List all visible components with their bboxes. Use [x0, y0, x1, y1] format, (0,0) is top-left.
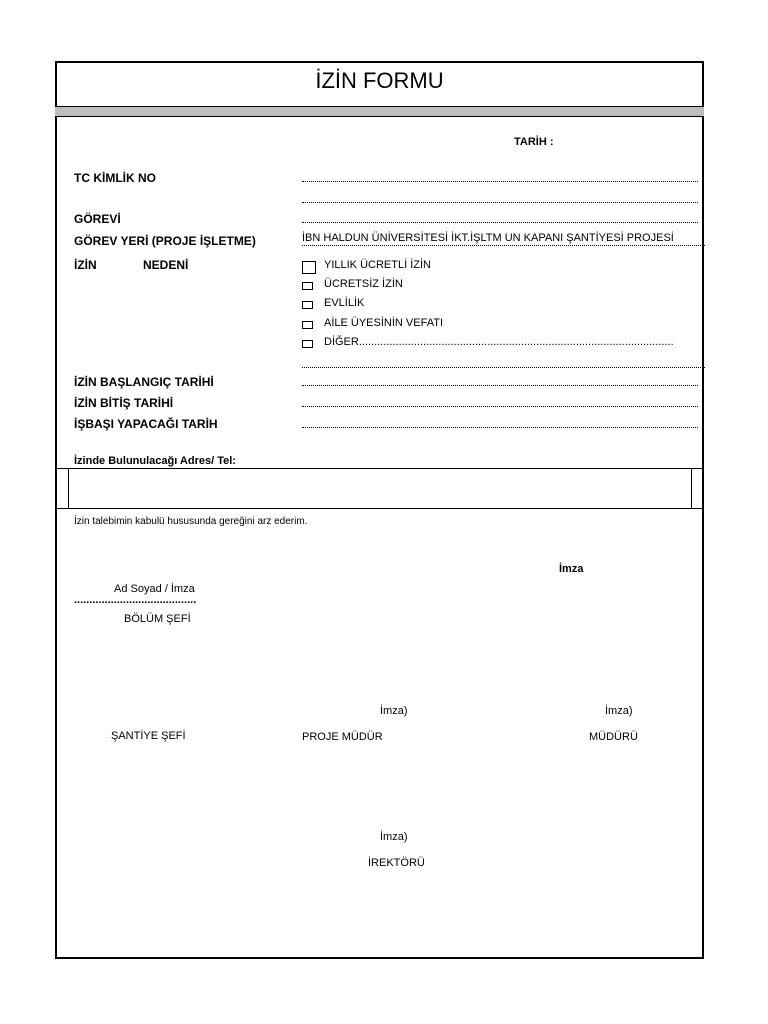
end-date-label: İZİN BİTİŞ TARİHİ [74, 396, 174, 410]
izin-label: İZİN [74, 258, 97, 272]
ad-soyad-dots[interactable]: ........................................ [74, 594, 197, 606]
reason-label-yillik: YILLIK ÜCRETLİ İZİN [324, 259, 431, 271]
address-box-right [691, 468, 692, 508]
gorev-yeri-underline [302, 245, 705, 246]
tc-kimlik-field[interactable] [302, 181, 698, 182]
reason-label-ucretsiz: ÜCRETSİZ İZİN [324, 278, 403, 290]
extra-line-field[interactable] [302, 202, 698, 203]
address-box-bottom [55, 508, 704, 509]
gorevi-label: GÖREVİ [74, 212, 121, 226]
ad-soyad-label: Ad Soyad / İmza [114, 583, 195, 595]
return-date-label: İŞBAŞI YAPACAĞI TARİH [74, 417, 218, 431]
imza-label-3: İmza) [380, 831, 408, 843]
muduru-label: MÜDÜRÜ [589, 731, 638, 743]
gorev-yeri-label: GÖREV YERİ (PROJE İŞLETME) [74, 234, 256, 248]
imza-label-1: İmza) [380, 705, 408, 717]
tc-kimlik-label: TC KİMLİK NO [74, 171, 156, 185]
date-label: TARİH : [514, 136, 554, 148]
form-frame [55, 61, 704, 959]
santiye-sefi-label: ŞANTİYE ŞEFİ [111, 730, 186, 742]
end-date-field[interactable] [302, 406, 698, 407]
start-date-label: İZİN BAŞLANGIÇ TARİHİ [74, 375, 214, 389]
start-date-field[interactable] [302, 385, 698, 386]
reason-label-evlilik: EVLİLİK [324, 297, 365, 309]
reason-checkbox-diger[interactable] [302, 340, 313, 348]
reason-checkbox-vefat[interactable] [302, 321, 313, 329]
gorevi-field[interactable] [302, 222, 698, 223]
irektoru-label: İREKTÖRÜ [368, 857, 425, 869]
address-box-left [68, 468, 69, 508]
bolum-sefi-label: BÖLÜM ŞEFİ [124, 613, 191, 625]
nedeni-label: NEDENİ [143, 258, 189, 272]
address-field[interactable] [70, 470, 690, 506]
title-divider-band [55, 106, 704, 117]
reason-checkbox-ucretsiz[interactable] [302, 282, 313, 290]
request-text: İzin talebimin kabulü hususunda gereğini arz ederim. [74, 516, 308, 527]
gorev-yeri-value: İBN HALDUN ÜNİVERSİTESİ İKT.İŞLTM UN KAPANI ŞANTİYESİ PROJESİ [302, 232, 674, 244]
reason-checkbox-yillik[interactable] [302, 261, 316, 274]
imza-label-2: İmza) [605, 705, 633, 717]
reason-underline [302, 367, 705, 368]
proje-mudur-label: PROJE MÜDÜR [302, 731, 383, 743]
reason-label-diger: DİĞER....................................................................................................... [324, 336, 674, 348]
reason-label-vefat: AİLE ÜYESİNİN VEFATI [324, 317, 443, 329]
return-date-field[interactable] [302, 427, 698, 428]
applicant-signature-label: İmza [559, 563, 584, 575]
address-label: İzinde Bulunulacağı Adres/ Tel: [74, 455, 236, 467]
form-title: İZİN FORMU [315, 68, 444, 93]
reason-checkbox-evlilik[interactable] [302, 301, 313, 309]
address-box-top [55, 468, 704, 469]
